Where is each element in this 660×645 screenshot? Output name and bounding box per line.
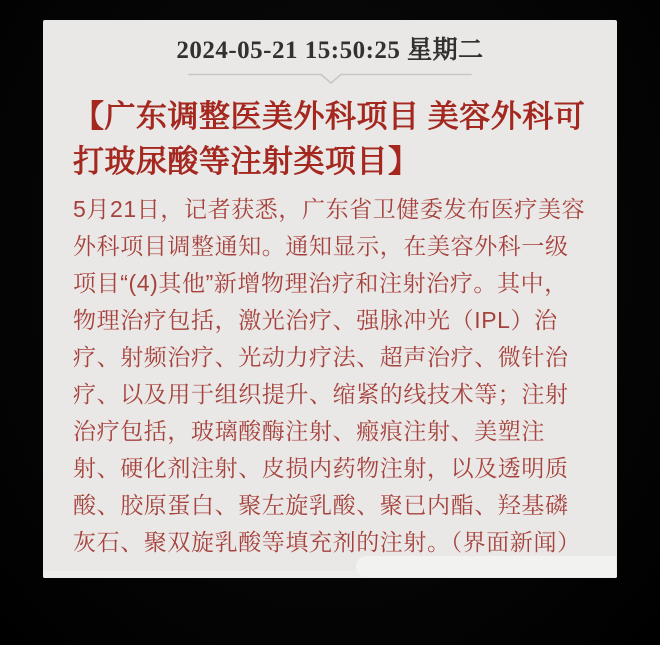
body-line: 射、硬化剂注射、皮损内药物注射，以及透明质 [73,455,569,481]
title-line: 打玻尿酸等注射类项目】 [73,144,420,179]
body-line: 外科项目调整通知。通知显示，在美容外科一级 [73,233,569,259]
divider-chevron [188,71,472,86]
erased-watermark-patch [356,556,616,577]
body-line: 酸、胶原蛋白、聚左旋乳酸、聚已内酯、羟基磷 [73,492,569,518]
body-line: 疗、射频治疗、光动力疗法、超声治疗、微针治 [73,344,569,370]
article-body [73,191,587,561]
title-line: 【广东调整医美外科项目 美容外科可 [73,99,586,134]
body-line: 疗、以及用于组织提升、缩紧的线技术等；注射 [73,381,569,407]
body-line: 5月21日，记者获悉，广东省卫健委发布医疗美容 [73,196,586,222]
timestamp: 2024-05-21 15:50:25 星期二 [176,37,484,64]
article-title [73,94,587,184]
body-line: 治疗包括，玻璃酸酶注射、瘢痕注射、美塑注 [73,418,545,444]
body-line: 项目“(4)其他”新增物理治疗和注射治疗。其中， [73,270,568,296]
body-line: 物理治疗包括，激光治疗、强脉冲光（IPL）治 [73,307,558,333]
news-card [43,20,617,578]
body-line: 灰石、聚双旋乳酸等填充剂的注射。（界面新闻） [73,529,581,555]
